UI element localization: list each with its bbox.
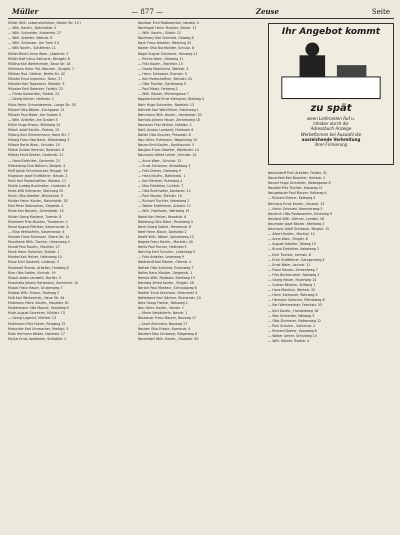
directory-entry: — Wilh. Arbeiter, Am Graben 5 <box>8 117 58 122</box>
directory-entry: Nebelung Otto Maler, Pinselweg 3 <box>138 219 193 224</box>
directory-entry: — Heinr. Schlosser, Eisenstr. 9 <box>138 71 187 76</box>
directory-entry: — Richard Dreher, Spanweg 8 <box>268 328 317 333</box>
directory-entry: Mußmann Heinr. Kaufm., Hauptstr. 61 <box>8 301 69 306</box>
directory-entry: — Georg Heizer, Feuerweg 14 <box>268 277 317 282</box>
directory-entry: Nentwig Alfred Kaufm., Ringstr. 28 <box>138 280 194 285</box>
directory-entry: Muschalla Johann Bergmann, Zechenstr. 12 <box>8 280 79 285</box>
directory-entry: — Wilh. Arbeiter, Weinstr. 6 <box>8 36 53 41</box>
header-right-name: Zeuse <box>255 7 279 16</box>
directory-entry: — Emma Wwe., Holzweg 11 <box>138 56 184 61</box>
ad-line-6: ihrer Firmierung <box>314 142 348 148</box>
directory-entry: Müller Wilh. Lokomotivführer, Nieder Str. 13 I <box>8 21 81 25</box>
directory-entry: — Marie Verkäuferin, Neustr. 1 <box>138 311 188 316</box>
directory-entry: — Albert Kaufm., Marktpl. 12 <box>268 232 315 237</box>
directory-entry: Muß Karl Bäckermstr., Neue Str. 44 <box>8 296 65 301</box>
directory-entry: Nelles Hans Musiker, Geigenstr. 1 <box>138 270 193 275</box>
directory-entry: Mustermann Otto Maurer, Sandweg 9 <box>8 306 69 311</box>
directory-entry: Neef Heinr. Bauer, Dorfplatz 2 <box>138 229 187 234</box>
directory-entry: Neuert Hugo Schneider, Webergasse 6 <box>268 181 331 186</box>
directory-entry: Nebel Karl Heizer, Kesselstr. 6 <box>138 214 187 219</box>
ad-body <box>301 116 361 147</box>
directory-entry: Nahrath Karl Werkführer, Fabrikweg 1 <box>138 107 199 112</box>
directory-entry: Namislo Johann Hauer, Zechenweg 18 <box>138 117 200 122</box>
directory-entry: Neugebauer Paul Maurer, Kalkweg 4 <box>268 191 327 196</box>
directory-entry: Mündler Karl Tapezierer, Marktpl. 9 <box>8 82 65 87</box>
directory-entry: — Fritz Dreher, Drehweg 9 <box>138 168 181 173</box>
directory-columns <box>8 21 394 531</box>
directory-entry: Müllmann Heinr. Pol.-Wachtm., Burgstr. 7 <box>8 66 74 71</box>
directory-entry: Neck Georg Sattler, Riemenstr. 8 <box>138 224 192 229</box>
directory-entry: — Wilh. Bäcker, Mühlengasse 7 <box>138 92 189 97</box>
directory-entry: — Emil Tischler, Leimstr. 8 <box>268 252 311 257</box>
directory-entry: Nadler Otto Buchbinder, Schulpl. 6 <box>138 46 195 51</box>
column-3-entries <box>268 171 394 344</box>
directory-entry: Müssig Franz Fabrikarb., Wiesenweg 3 <box>8 138 70 143</box>
directory-entry: — Wilh. Schlosser, Am Turm 4 II <box>8 41 60 46</box>
directory-entry: Müssle Berta Wwe., Schulstr. 10 <box>8 143 60 148</box>
header-left-name: Müller <box>12 7 39 16</box>
directory-entry: Mundt Paul Kaufm., Marktstr. 27 <box>8 245 60 250</box>
directory-entry: Nahrmann Wilh. Kaufm., Handelsstr. 30 <box>138 112 202 117</box>
directory-entry: Neefe Wilh. Weber, Spindelweg 13 <box>138 234 194 239</box>
directory-entry: Muhl Karl Postschaffner, Waldstr. 11 <box>8 178 67 183</box>
directory-entry: Müsing Karl Zimmermann, Hohe Str. 7 <box>8 133 70 138</box>
header-right-suffix: Seite <box>371 8 390 16</box>
directory-entry: — Fritz Kaufm., Marktstr. 15 <box>138 61 183 66</box>
directory-entry: Naumann Alfred Lehrer, Schulstr. 22 <box>138 153 197 158</box>
directory-entry: — Fritz Arbeiter, Lederweg 9 <box>138 255 185 260</box>
directory-entry: Mutschler Karl Uhrmacher, Marktpl. 3 <box>8 326 69 331</box>
directory-entry: — Max Elektriker, Lichtstr. 7 <box>138 184 184 188</box>
directory-entry: Mundhenk Wilh. Tischler, Ulmenweg 3 <box>8 240 70 245</box>
directory-entry: Nau Heinr. Fuhrmann, Wagenweg 10 <box>138 138 198 143</box>
directory-entry: — Bruno Elektriker, Kabelweg 2 <box>268 247 320 252</box>
directory-entry: Mulch Otto Arbeiter, Brückenstr. 9 <box>8 194 64 199</box>
directory-entry: Nachtwey Karl Schmied, Ostweg 8 <box>138 36 194 41</box>
directory-entry: Munder Hans Schlosser, Obere Str. 14 <box>8 234 70 239</box>
directory-entry: Nachtigall Heinr. Musiker, Südstr. 12 <box>138 26 197 31</box>
directory-entry: Münzer Paul Maler, Am Graben 5 <box>8 112 62 117</box>
directory-entry: — Paul Maurer, Steinstr. 16 <box>138 194 182 199</box>
directory-entry: Nack Franz Arbeiter, Westring 20 <box>138 41 192 46</box>
directory-entry: Nehring Emil Schuhm., Lederweg 9 <box>138 250 195 255</box>
directory-entry: Muth August Schreiner, Mühlstr. 13 <box>8 311 65 316</box>
directory-entry: — Georg Maschinist, Werkstr. 3 <box>138 66 189 71</box>
page-header <box>8 4 394 19</box>
directory-entry: Münster Emil Beamter, Feldstr. 22 <box>8 87 63 92</box>
directory-entry: — Wilh. Fabrikarb., Werkweg 19 <box>138 209 190 214</box>
directory-entry: Musiol Franz Hauer, Grubenweg 7 <box>8 285 63 290</box>
directory-entry: — Walter Lehrer, Schulweg 10 <box>268 334 317 338</box>
directory-entry: — Otto Zimmerer, Balkenweg 12 <box>268 318 322 323</box>
directory-entry: — Ernst Maler, Lackstr. 11 <box>268 262 311 267</box>
directory-entry: — Richard Dreher, Kalkweg 4 <box>268 196 316 201</box>
directory-entry: — Elise Verkäuferin, Kasernenstr. 6 <box>8 229 65 234</box>
directory-entry: Muthmann Fritz Fahrer, Ringweg 22 <box>8 321 66 326</box>
directory-entry: Musch Adam Landwirt, Dorfstr. 3 <box>8 275 61 280</box>
directory-entry: Munkel Karl Heizer, Hafenweg 10 <box>8 255 62 260</box>
ad-line-1: wenn Lieferanten Ruf u. <box>306 116 355 121</box>
ad-line-5: ausreichende Verbreitung <box>301 136 361 142</box>
ad-line-3: Adressbuch Anzeige <box>310 126 352 132</box>
directory-entry: Neidhardt Karl Bäcker, Ofenstr. 4 <box>138 260 192 265</box>
directory-entry: — Otto Tischler, Gartenweg 5 <box>138 82 186 87</box>
ad-illustration <box>272 37 390 109</box>
directory-entry: Mund August Pförtner, Kasernenstr. 6 <box>8 224 69 229</box>
directory-entry: Mürle Hugo Friseur, Mühlweg 14 <box>8 122 61 127</box>
directory-entry: Nassauer Fritz Kellner, Hotelstr. 2 <box>138 122 192 127</box>
directory-entry: — Willi Kaufm., Schäferstr. 11 <box>8 46 56 51</box>
directory-entry: Mulla Karl Bauarb., Schmiedstr. 15 <box>8 209 64 214</box>
directory-entry: — Wilh. Schneider, Kronenstr. 27 <box>8 31 62 36</box>
directory-entry: Mütze Gustav Rentner, Rosenstr. 8 <box>8 148 64 153</box>
directory-entry: — Wilh. Bäcker, Brotstr. 4 <box>268 339 310 344</box>
directory-entry: Neubauer Franz Maurer, Bauweg 17 <box>138 316 197 321</box>
directory-entry: — Otto Buchhalter, Kontorstr. 12 <box>138 189 191 194</box>
directory-entry: Nestler Ernst Drechsler, Holzmarkt 3 <box>138 290 198 295</box>
directory-entry: — Heinr. Schmied, Hammerweg 5 <box>268 206 323 211</box>
directory-entry: Neuhaus Ernst Kaufm., Hausstr. 13 <box>268 201 325 206</box>
directory-entry: Nemitz Wilh. Postbote, Briefweg 15 <box>138 275 195 280</box>
directory-entry: Mugrauer Josef Kraftfahrer, Neustr. 2 <box>8 173 68 178</box>
column-2 <box>138 21 264 531</box>
directory-entry: Nahr Hugo Schneider, Nadelstr. 13 <box>138 102 195 107</box>
directory-entry: Mutz Hermann Weber, Fabrikstr. 17 <box>8 331 65 336</box>
ad-line-2: Inhaber durch die <box>313 121 349 127</box>
directory-entry: Muhle Ludwig Buchhalter, Lindenstr. 6 <box>8 184 70 188</box>
directory-entry: Muskat Wilh. Friseur, Postweg 2 <box>8 290 60 295</box>
ad-word: zu spät <box>310 103 352 114</box>
directory-entry: — Karl Postschaffner, Bahnstr. 24 <box>138 77 192 82</box>
directory-entry: — Erich Kraftfahrer, Garagenweg 4 <box>268 257 325 262</box>
directory-entry: Nettelbeck Karl Gärtner, Blumenstr. 10 <box>138 296 201 301</box>
directory-entry: Nachbar Emil Postbeamter, Nordstr. 4 <box>138 21 199 25</box>
directory-entry: Natter Otto Drucker, Pressestr. 8 <box>138 133 191 138</box>
directory-entry: — Wilh. Kaufm., Bahnhofstr. 5 <box>8 26 57 31</box>
directory-entry: Nath Gustav Landwirt, Feldmark 6 <box>138 127 194 132</box>
directory-entry: — Hans Monteur, Werkstr. 20 <box>268 288 316 293</box>
directory-entry: — Georg Lagerist, Mühlstr. 13 <box>8 316 57 321</box>
column-3 <box>268 21 394 531</box>
directory-entry: Mündel Ernst Ingenieur, Talstr. 3 I <box>8 77 62 82</box>
directory-entry: — Ernst Schlosser, Amboßweg 3 <box>138 163 191 168</box>
directory-entry: — Hans Elektriker, Gartenstr. 21 <box>8 158 61 163</box>
directory-entry: — Heinr. Klempner, Rohrweg 9 <box>268 293 318 298</box>
directory-entry: — Franz Maurer, Zementweg 7 <box>268 267 318 272</box>
directory-entry: Naujoks Franz Arbeiter, Weidenstr. 14 <box>138 148 199 153</box>
directory-entry: Muller Georg Monteur, Turmstr. 8 <box>8 214 62 219</box>
ad-line-4: Werbeformen bei Auswahl die <box>300 131 362 137</box>
directory-entry: Nerlich Paul Monteur, Schraubweg 6 <box>138 285 197 290</box>
directory-entry: Neuber Otto Friseur, Kammstr. 4 <box>138 326 191 331</box>
directory-entry: Münzel Otto Bäcker, Kirchgasse 12 <box>8 107 65 112</box>
directory-entry: — Walter Kraftfahrer, Autostr. 11 <box>138 204 191 209</box>
directory-entry: Neumaier Josef Bäcker, Mehlweg 3 <box>268 221 325 226</box>
directory-entry: Müller-Bleich Anna Wwe., Löwenstr. 2 <box>8 51 69 56</box>
directory-entry: Nauen Emil Kaufm., Kaufhausstr. 5 <box>138 143 195 148</box>
ad-headline: Ihr Angebot kommt <box>281 27 381 37</box>
directory-entry: — Gustav Rentner, Stillweg 1 <box>268 283 316 288</box>
directory-entry: Neuenfeld Karl Beamter, Amtsstr. 2 <box>268 176 326 181</box>
directory-entry: Mülling Karl Werkmeister, Neue Str. 18 <box>8 61 71 66</box>
directory-entry: — Kurt Kaufm., Handelsweg 18 <box>268 308 319 313</box>
directory-entry: Mylius Ernst Apotheker, Schloßstr. 1 <box>8 336 67 341</box>
directory-entry: — Josef Zimmerer, Bauweg 17 <box>138 321 188 326</box>
directory-entry: Müller-Hoff Julius Zahnarzt, Königstr. 8 <box>8 56 70 61</box>
directory-entry: Mützelburg Else Näherin, Bergstr. 4 <box>8 163 66 168</box>
page-number: — 877 — <box>131 8 164 16</box>
directory-entry: Neumann Adolf Schlosser, Bergstr. 15 <box>268 227 330 232</box>
directory-entry: Müllner Rud. Gärtner, Breite Str. 42 <box>8 71 65 76</box>
directory-entry: Mulder Heinr. Kaufm., Bahnhofstr. 33 <box>8 199 68 204</box>
directory-entry: Muhs Willi Klempner, Steinweg 25 <box>8 189 64 194</box>
directory-entry: Munk Heinr. Kutscher, Stallstr. 1 <box>8 250 60 255</box>
directory-entry: — Georg Kellner, Hafenstr. 1 <box>8 97 54 102</box>
directory-entry: — Frieda Kontoristin, Feldstr. 22 <box>8 92 60 97</box>
directory-entry: — Anna Wwe., Ringstr. 6 <box>268 237 308 242</box>
directory-entry: — Wilh. Kaufm., Südstr. 12 <box>138 31 182 36</box>
directory-entry: Mull Peter Steinsetzer, Ziegelstr. 4 <box>8 204 64 209</box>
directory-entry: — Richard Tischler, Hobelweg 2 <box>138 199 190 204</box>
directory-entry: Neitzel Otto Schmied, Essenweg 7 <box>138 265 194 270</box>
directory-entry: Müsch Adolf Kaufm., Parkstr. 19 <box>8 127 60 132</box>
directory-entry: Munz Emil Gastwirt, Lindenpl. 5 <box>8 260 60 265</box>
directory-entry: — Paul Maler, Farbweg 2 <box>138 87 178 92</box>
directory-entry: Mützel Ernst Dreher, Gartenstr. 21 <box>8 153 64 158</box>
directory-entry: — Hermann Kutscher, Pferdeweg 6 <box>268 298 325 303</box>
directory-entry: Muff Jakob Schuhmacher, Ringstr. 16 <box>8 168 68 173</box>
directory-entry: — Karl Werkmeister, Fabrikstr. 33 <box>268 303 322 308</box>
directory-entry: Neu Heinr. Kaufm., Neustr. 1 <box>138 306 184 311</box>
directory-entry: Neuendorff Emil Arbeiter, Feldstr. 31 <box>268 171 327 175</box>
directory-entry: — Karl Rentner, Ruheweg 4 <box>138 178 183 183</box>
column-1 <box>8 21 134 531</box>
directory-entry: Mummert Fritz Musiker, Theaterstr. 2 <box>8 219 68 224</box>
directory-entry: Neufeld Fritz Tischler, Holzweg 21 <box>268 186 323 191</box>
directory-entry: Netz Georg Fischer, Netzweg 2 <box>138 301 188 306</box>
directory-entry: — Fritz Buchdrucker, Satzweg 3 <box>268 272 320 277</box>
directory-entry: — August Arbeiter, Talweg 19 <box>268 242 316 247</box>
directory-entry: Murawski Stanisl. Arbeiter, Feldweg 8 <box>8 265 69 270</box>
directory-entry: Münz Heinr. Schneidermstr., Lange Str. 30 <box>8 102 76 107</box>
directory-entry: — Paul Schuhm., Sohlenstr. 2 <box>268 323 316 328</box>
directory-entry: Nehls Paul Fischer, Hafenkai 5 <box>138 245 187 250</box>
directory-entry: — Max Schneider, Nähweg 5 <box>268 313 315 318</box>
directory-entry: — Hans Kaufm., Bahnhofpl. 1 <box>138 173 186 178</box>
directory-entry: Murr Otto Sattler, Kirchstr. 19 <box>8 270 56 275</box>
directory-entry: Neukirch Otto Postbeamter, Kirchweg 9 <box>268 211 332 216</box>
directory-entry: Nagel August Zimmerer, Holzweg 11 <box>138 51 198 56</box>
directory-entry: Neuland Wilh. Gärtner, Landstr. 26 <box>268 216 324 221</box>
directory-entry: Nagelschmidt Ernst Klempner, Bleiweg 4 <box>138 97 204 102</box>
directory-entry: Neuendorf Wilh. Kaufm., Hauptstr. 90 <box>138 336 199 341</box>
directory-entry: Neubert Max Schlosser, Riegelweg 8 <box>138 331 198 336</box>
advertisement-box <box>268 23 394 165</box>
directory-entry: Negele Franz Kaufm., Marktstr. 40 <box>138 240 193 245</box>
directory-entry: — Anna Wwe., Schulstr. 22 <box>138 158 182 163</box>
